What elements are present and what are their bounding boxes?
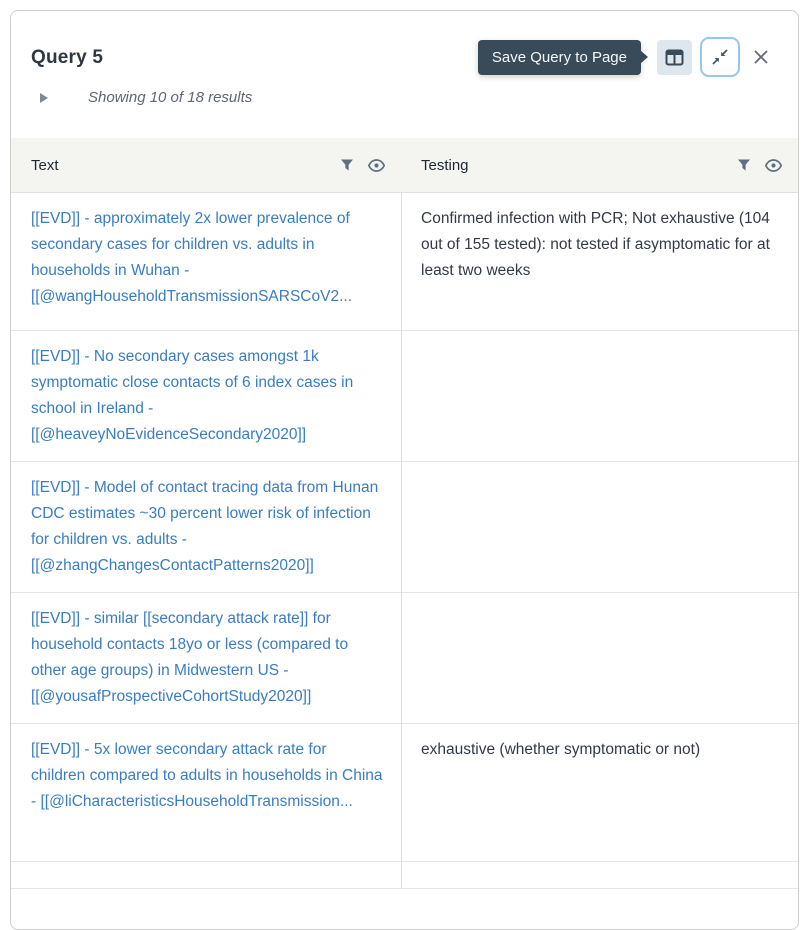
table-row: [11, 331, 798, 462]
filter-funnel-icon[interactable]: [340, 158, 354, 172]
table-row: [11, 462, 798, 593]
table-row: [11, 724, 798, 862]
save-query-tooltip-label: Save Query to Page: [491, 48, 627, 66]
testing-cell: Confirmed infection with PCR; Not exhaustive (104 out of 155 tested): not tested if asymptomatic for at least two weeks: [421, 210, 770, 279]
testing-cell: exhaustive (whether symptomatic or not): [421, 741, 701, 758]
testing-cell: [401, 862, 798, 888]
eye-icon[interactable]: [765, 159, 782, 172]
text-cell[interactable]: [11, 862, 401, 888]
table-row: [11, 862, 798, 889]
disclosure-caret-icon[interactable]: [39, 90, 55, 106]
results-summary-row: [39, 89, 798, 106]
table-icon: [665, 48, 684, 67]
query-results-table: [11, 138, 798, 889]
table-row: [11, 593, 798, 724]
column-header-testing: [401, 138, 798, 192]
table-header-row: [11, 138, 798, 193]
query-results-table-body: [11, 193, 798, 889]
filter-funnel-icon[interactable]: [737, 158, 751, 172]
text-cell[interactable]: [[EVD]] - similar [[secondary attack rate]] for household contacts 18yo or less (compared to other age groups) in Midwestern US - [[@yousafProspectiveCohortStudy2020]]: [31, 610, 349, 705]
text-cell[interactable]: [[EVD]] - No secondary cases amongst 1k symptomatic close contacts of 6 index cases in school in Ireland - [[@heaveyNoEvidenceSecondary2020]]: [31, 348, 354, 443]
query-panel-header: [11, 11, 798, 138]
results-summary: Showing 10 of 18 results: [88, 89, 253, 106]
text-cell[interactable]: [[EVD]] - approximately 2x lower prevalence of secondary cases for children vs. adults in households in Wuhan - [[@wangHouseholdTransmissionSARSCoV2...: [31, 210, 352, 305]
testing-cell: [401, 462, 798, 592]
column-label: Text: [31, 156, 59, 174]
query-controls: [478, 37, 774, 77]
column-header-text: [11, 138, 401, 192]
save-query-to-page-button[interactable]: [657, 40, 692, 75]
column-label: Testing: [421, 156, 469, 174]
table-row: [11, 193, 798, 331]
eye-icon[interactable]: [368, 159, 385, 172]
query-panel: [10, 10, 799, 930]
page-title: Query 5: [31, 47, 104, 68]
close-button[interactable]: [748, 44, 774, 70]
text-cell[interactable]: [[EVD]] - Model of contact tracing data from Hunan CDC estimates ~30 percent lower risk of infection for children vs. adults - [[@zhangChangesContactPatterns2020]]: [31, 479, 379, 574]
collapse-button[interactable]: [700, 37, 740, 77]
text-cell[interactable]: [[EVD]] - 5x lower secondary attack rate for children compared to adults in households in China - [[@liCharacteristicsHouseholdTransmission...: [31, 741, 383, 810]
testing-cell: [401, 331, 798, 461]
close-x-icon: [753, 49, 769, 65]
collapse-arrows-icon: [711, 48, 729, 66]
save-query-tooltip: [478, 40, 641, 75]
testing-cell: [401, 593, 798, 723]
